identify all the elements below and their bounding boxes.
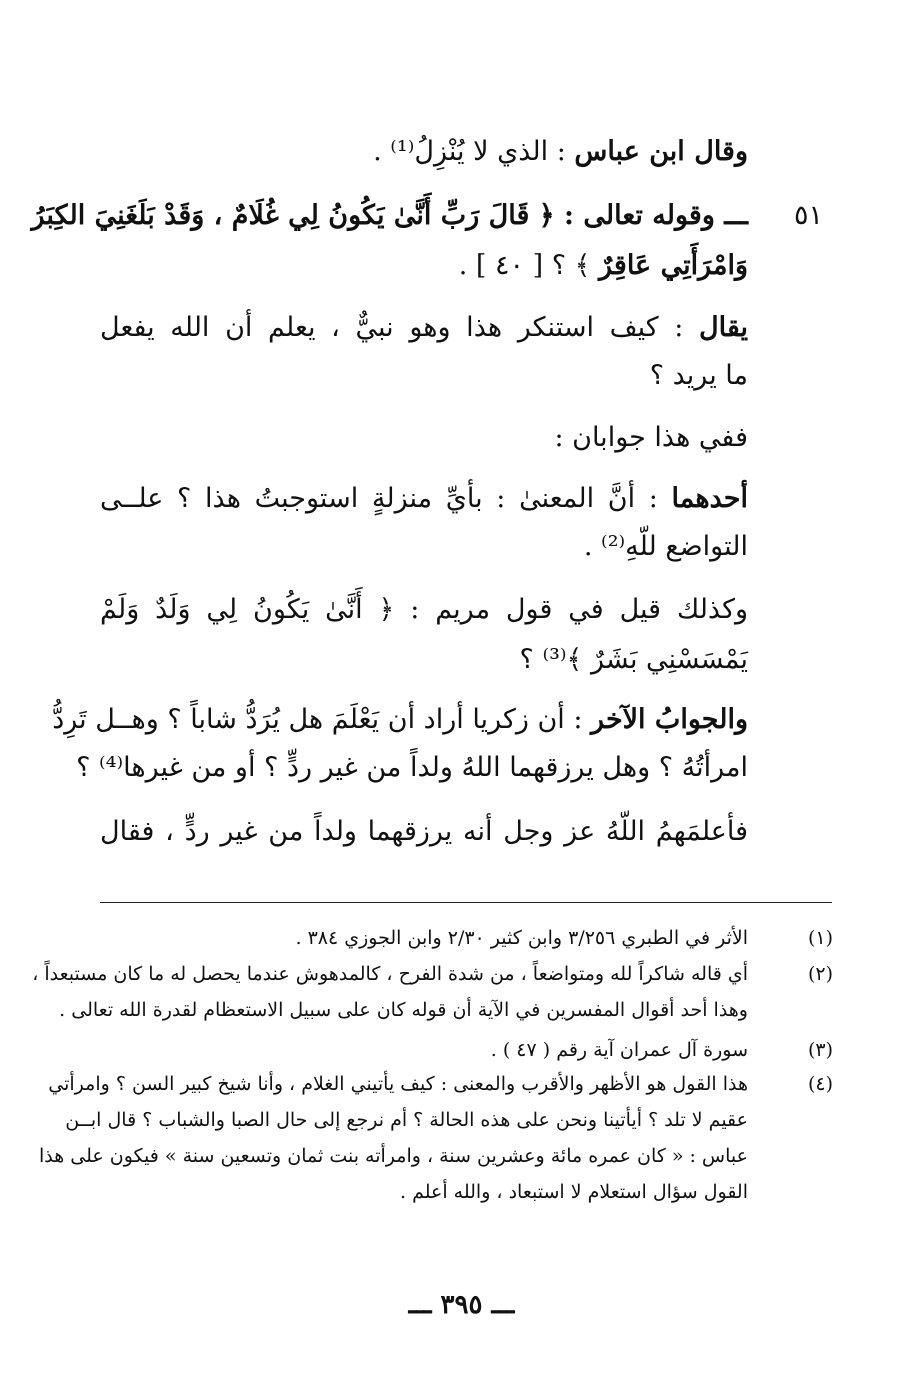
- footnote-4-line-3: عباس : « كان عمره مائة وعشرين سنة ، وامرأته بنت ثمان وتسعين سنة » فيكون على هذا: [38, 1145, 748, 1167]
- footnote-separator: [100, 902, 832, 903]
- footnote-4-line-1: هذا القول هو الأظهر والأقرب والمعنى : كيف يأتيني الغلام ، وأنا شيخ كبير السن ؟ وامرأتي: [48, 1073, 748, 1095]
- footnote-2-number: (٢): [807, 963, 833, 985]
- line-11: والجوابُ الآخر : أن زكريا أراد أن يَعْلَمَ هل يُرَدُّ شاباً ؟ وهــل تَرِدُّ: [52, 704, 748, 735]
- line-6: ففي هذا جوابان :: [554, 422, 748, 453]
- line-10: يَمْسَسْنِي بَشَرٌ ﴾⁽³⁾ ؟: [519, 644, 748, 675]
- line-1: وقال ابن عباس : الذي لا يُنْزِلُ⁽¹⁾ .: [373, 136, 748, 167]
- footnote-4-line-2: عقيم لا تلد ؟ أيأتينا ونحن على هذه الحالة ؟ أم نرجع إلى حال الصبا والشباب ؟ قال ابــن: [65, 1109, 748, 1131]
- line-3: وَامْرَأَتِي عَاقِرٌ ﴾ ؟ [ ٤٠ ] .: [458, 250, 748, 281]
- footnote-3: سورة آل عمران آية رقم ( ٤٧ ) .: [490, 1039, 748, 1061]
- footnote-1: الأثر في الطبري ٣/٢٥٦ وابن كثير ٢/٣٠ وابن الجوزي ٣٨٤ .: [295, 927, 748, 949]
- line-12: امرأتُهُ ؟ وهل يرزقهما اللهُ ولداً من غير ردٍّ ؟ أو من غيرها⁽⁴⁾ ؟: [76, 752, 748, 783]
- quran-quote: : ﴿ قَالَ رَبِّ أَنَّىٰ يَكُونُ لِي غُلَامٌ ، وَقَدْ بَلَغَنِيَ الكِبَرُ: [31, 200, 584, 231]
- footnote-1-number: (١): [807, 927, 833, 949]
- line-8: التواضع للّهِ⁽²⁾ .: [583, 531, 748, 562]
- line-13: فأعلمَهمُ اللّهُ عز وجل أنه يرزقهما ولداً من غير ردٍّ ، فقال: [100, 816, 748, 847]
- speaker-ibn-abbas: وقال ابن عباس: [574, 136, 748, 167]
- line-2: ـــ وقوله تعالى : ﴿ قَالَ رَبِّ أَنَّىٰ يَكُونُ لِي غُلَامٌ ، وَقَدْ بَلَغَنِيَ الكِبَرُ: [31, 200, 748, 231]
- footnote-4-number: (٤): [807, 1073, 833, 1095]
- footnote-3-number: (٣): [807, 1039, 833, 1061]
- verse-number: ٥١: [793, 200, 823, 231]
- footnote-4-line-4: القول سؤال استعلام لا استبعاد ، والله أعلم .: [400, 1181, 748, 1203]
- line-7: أحدهما : أنَّ المعنىٰ : بأيِّ منزلةٍ استوجبتُ هذا ؟ علــى: [100, 483, 748, 514]
- footnote-2-line-2: وهذا أحد أقوال المفسرين في الآية أن قوله كان على سبيل الاستعظام لقدرة الله تعالى .: [59, 999, 748, 1021]
- page-number: ـــ ٣٩٥ ـــ: [408, 1290, 515, 1320]
- footnote-2-line-1: أي قاله شاكراً لله ومتواضعاً ، من شدة الفرح ، كالمدهوش عندما يحصل له ما كان مستبعداً ،: [32, 963, 748, 985]
- line-9: وكذلك قيل في قول مريم : ﴿ أَنَّىٰ يَكُونُ لِي وَلَدٌ وَلَمْ: [100, 594, 748, 625]
- line-5: ما يريد ؟: [649, 360, 748, 391]
- line-4: يقال : كيف استنكر هذا وهو نبيٌّ ، يعلم أن الله يفعل: [100, 312, 748, 343]
